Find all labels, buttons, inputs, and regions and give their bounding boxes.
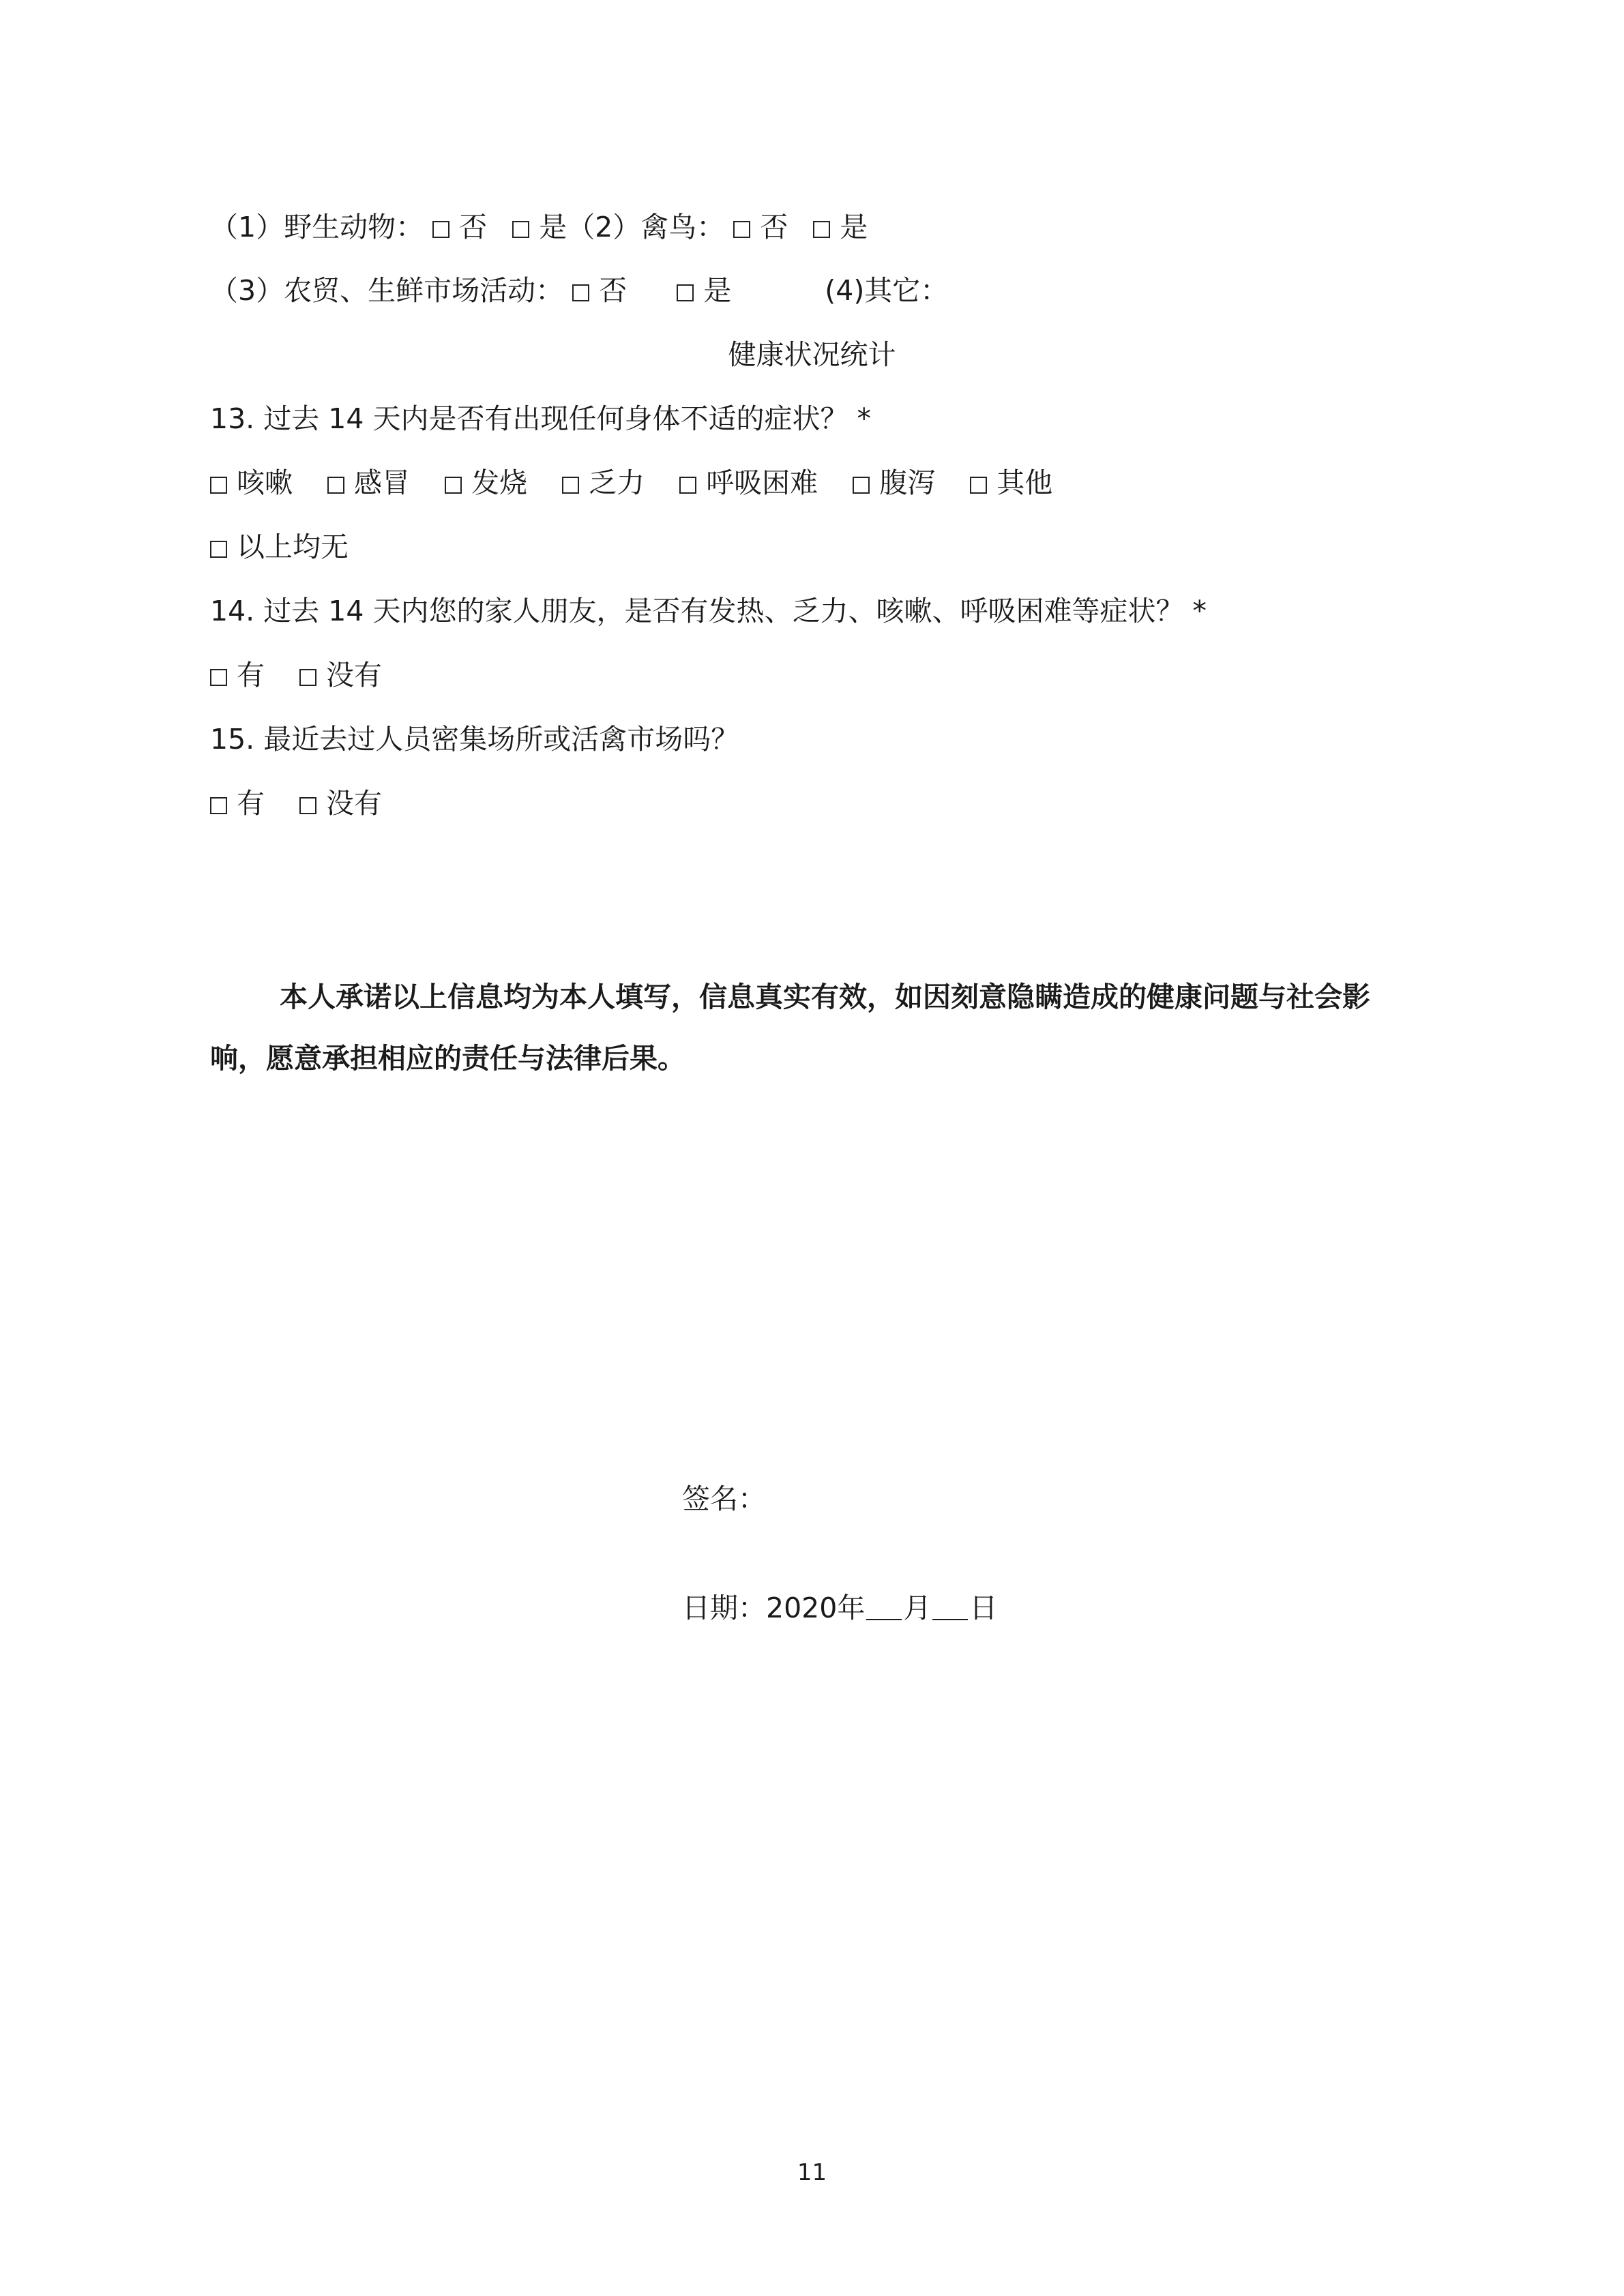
q-market-no-option[interactable]: 否	[572, 271, 627, 310]
pledge-line-2: 响，愿意承担相应的责任与法律后果。	[210, 1042, 685, 1075]
section-title: 健康状况统计	[728, 338, 896, 371]
q13-options-row	[210, 464, 1052, 502]
q-poultry-yes-option[interactable]: 是	[813, 208, 868, 246]
date-month-unit: 月	[903, 1592, 932, 1624]
date-day-unit: 日	[969, 1592, 998, 1624]
month-blank[interactable]	[866, 1594, 902, 1620]
date-row	[682, 1589, 997, 1627]
q13-option-breathing[interactable]: 呼吸困难	[679, 464, 818, 502]
date-label: 日期：	[682, 1592, 766, 1624]
q-wild-animal-no-option[interactable]: 否	[432, 208, 487, 246]
checkbox-icon[interactable]	[512, 221, 529, 238]
exposure-row-1	[210, 208, 868, 246]
checkbox-icon[interactable]	[210, 669, 227, 686]
q-poultry-no-option[interactable]: 否	[733, 208, 788, 246]
q13-option-diarrhea[interactable]: 腹泻	[853, 464, 935, 502]
checkbox-icon[interactable]	[562, 477, 579, 494]
q15-option-yes[interactable]: 有	[210, 784, 265, 822]
question-15: 15. 最近去过人员密集场所或活禽市场吗？	[210, 723, 739, 756]
pledge-line-1: 本人承诺以上信息均为本人填写，信息真实有效，如因刻意隐瞒造成的健康问题与社会影	[280, 981, 1370, 1013]
question-14: 14. 过去 14 天内您的家人朋友，是否有发热、乏力、咳嗽、呼吸困难等症状？ *	[210, 595, 1207, 627]
checkbox-icon[interactable]	[572, 284, 589, 301]
q13-option-fever[interactable]: 发烧	[445, 464, 527, 502]
q13-option-other[interactable]: 其他	[970, 464, 1052, 502]
q13-options-row-2	[210, 528, 349, 566]
q15-option-no[interactable]: 没有	[299, 784, 382, 822]
checkbox-icon[interactable]	[733, 221, 750, 238]
q15-options-row	[210, 784, 382, 822]
q13-option-cough[interactable]: 咳嗽	[210, 464, 293, 502]
checkbox-icon[interactable]	[327, 477, 344, 494]
checkbox-icon[interactable]	[970, 477, 987, 494]
question-13: 13. 过去 14 天内是否有出现任何身体不适的症状？ *	[210, 402, 872, 435]
checkbox-icon[interactable]	[432, 221, 449, 238]
q-market-label: （3）农贸、生鲜市场活动：	[210, 274, 564, 307]
checkbox-icon[interactable]	[445, 477, 462, 494]
q14-options-row	[210, 656, 382, 694]
checkbox-icon[interactable]	[210, 797, 227, 814]
q13-option-none[interactable]: 以上均无	[210, 528, 349, 566]
checkbox-icon[interactable]	[813, 221, 830, 238]
q13-option-fatigue[interactable]: 乏力	[562, 464, 645, 502]
checkbox-icon[interactable]	[210, 541, 227, 558]
checkbox-icon[interactable]	[299, 797, 316, 814]
q14-option-no[interactable]: 没有	[299, 656, 382, 694]
q-other-label: (4)其它：	[825, 274, 949, 307]
q13-option-cold[interactable]: 感冒	[327, 464, 410, 502]
signature-label: 签名：	[682, 1482, 766, 1515]
checkbox-icon[interactable]	[679, 477, 696, 494]
checkbox-icon[interactable]	[299, 669, 316, 686]
day-blank[interactable]	[932, 1594, 968, 1620]
q-market-yes-option[interactable]: 是	[677, 271, 731, 310]
page-number: 11	[797, 2159, 827, 2186]
checkbox-icon[interactable]	[853, 477, 870, 494]
exposure-row-2	[210, 271, 948, 310]
checkbox-icon[interactable]	[677, 284, 694, 301]
q14-option-yes[interactable]: 有	[210, 656, 265, 694]
checkbox-icon[interactable]	[210, 477, 227, 494]
q-poultry-label: （2）禽鸟：	[567, 211, 725, 243]
date-year: 2020年	[766, 1592, 866, 1624]
q-wild-animal-label: （1）野生动物：	[210, 211, 424, 243]
q-wild-animal-yes-option[interactable]: 是	[512, 208, 567, 246]
